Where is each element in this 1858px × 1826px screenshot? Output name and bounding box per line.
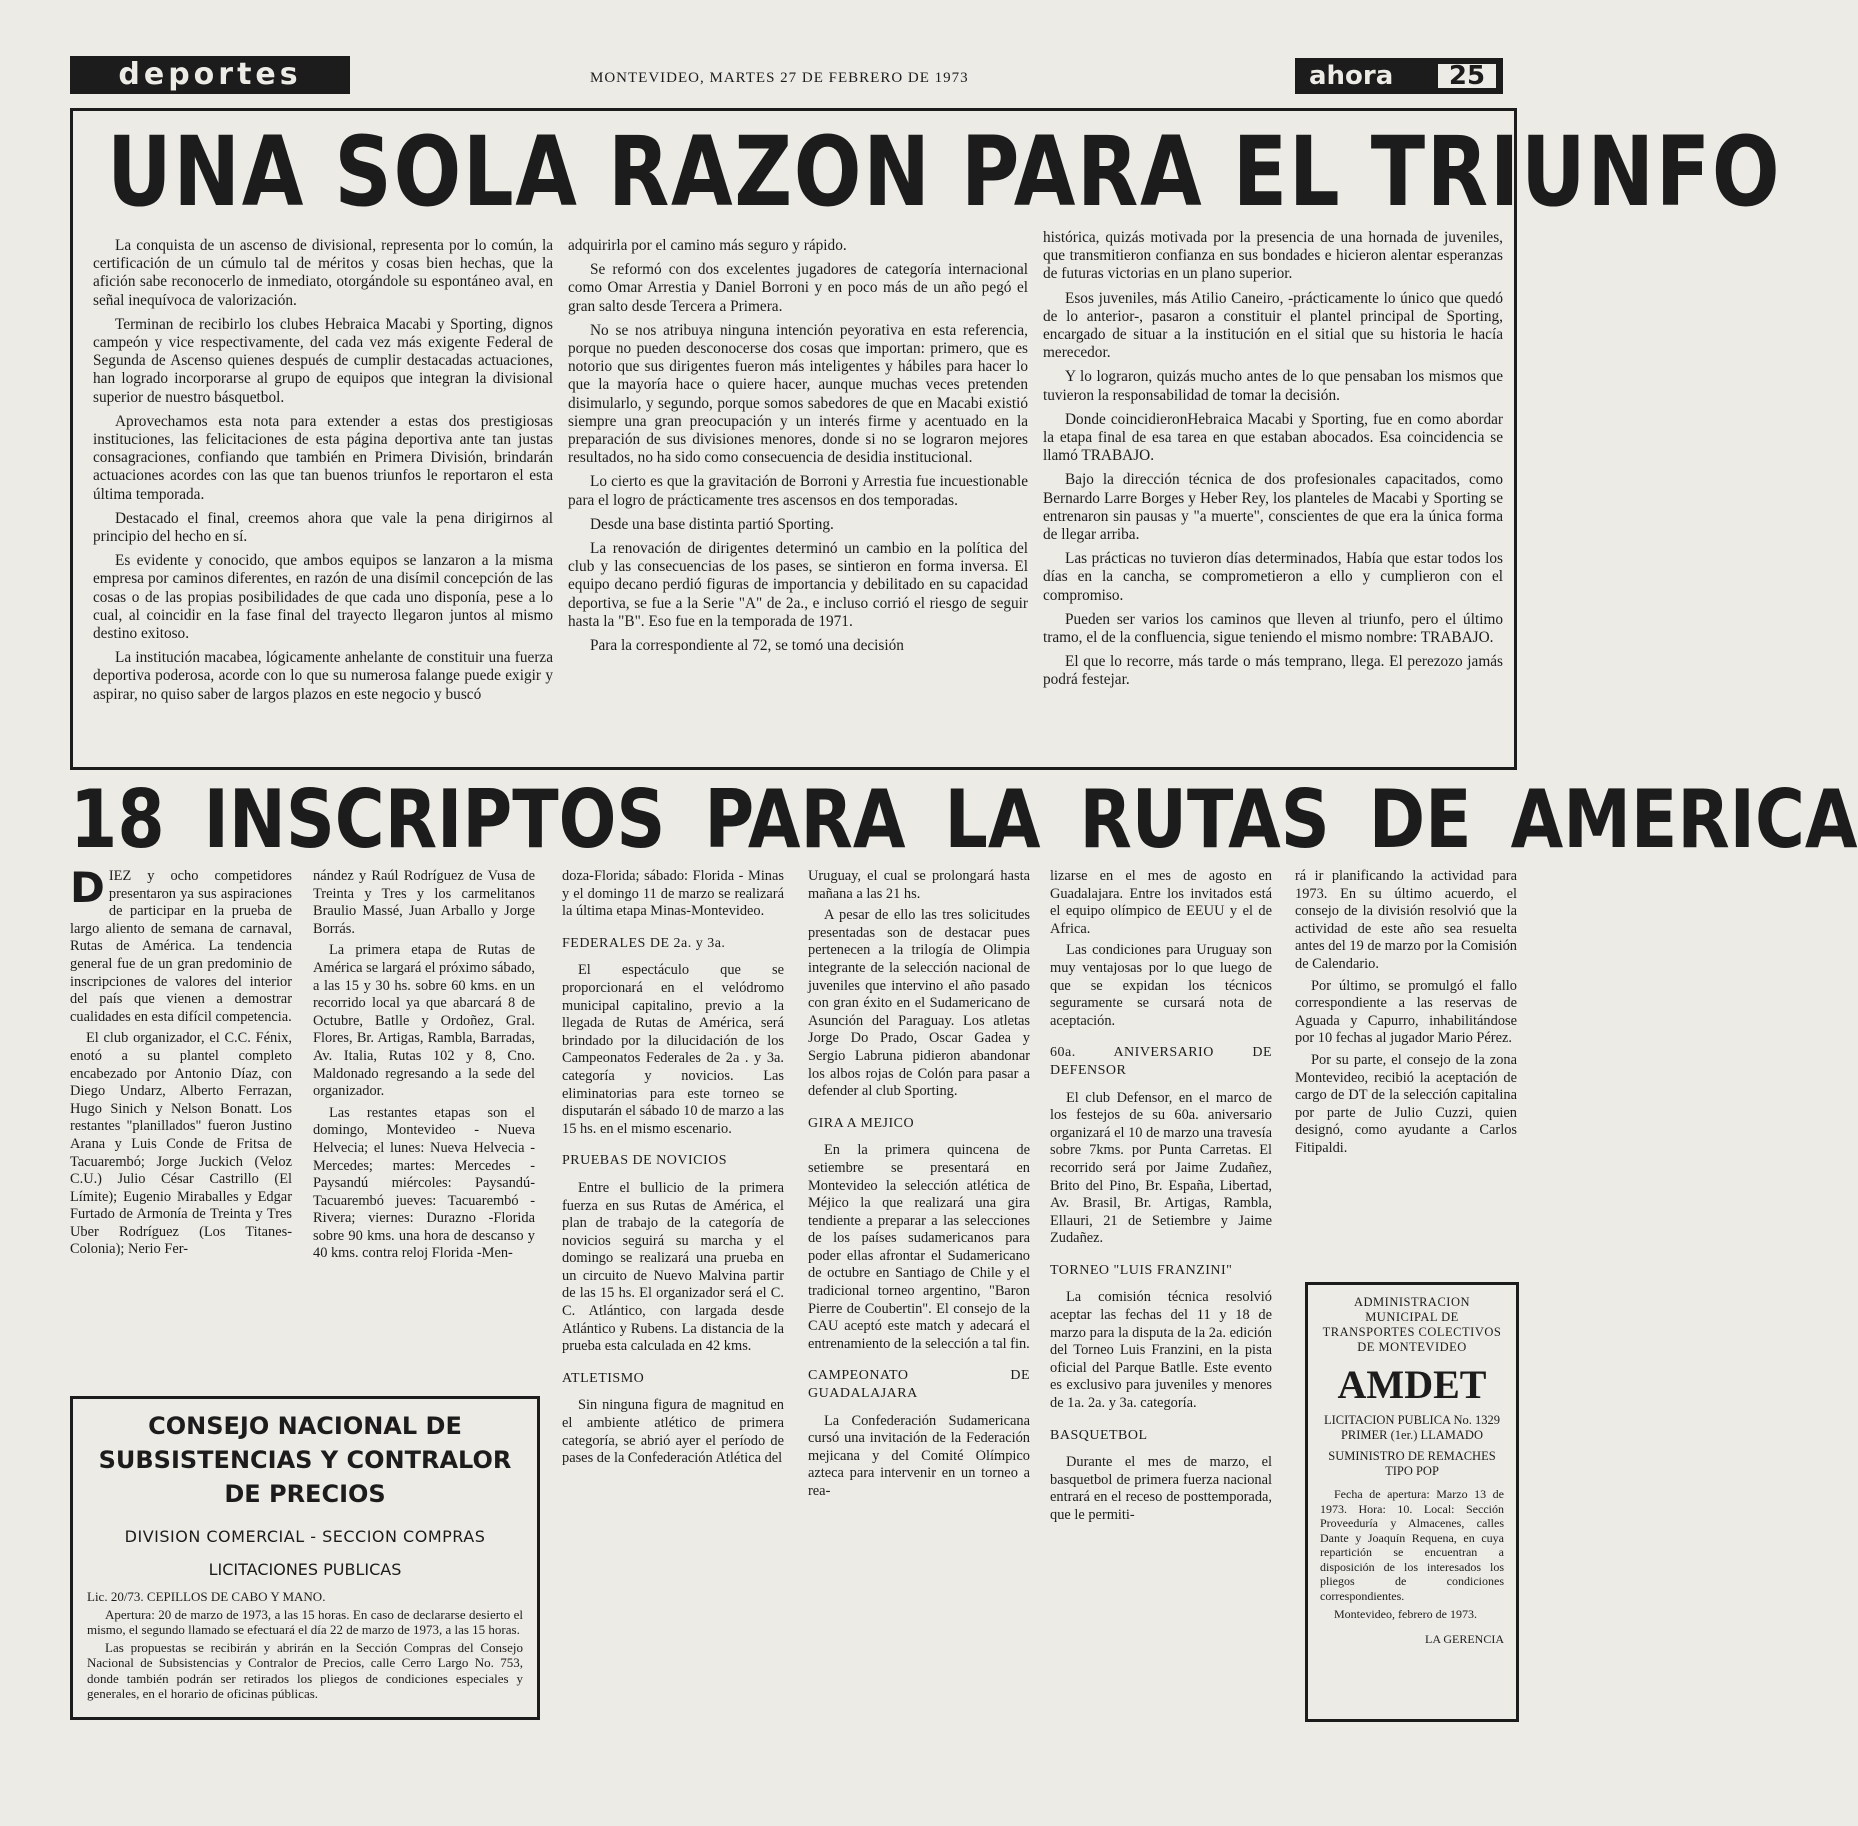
amdet-logo: AMDET xyxy=(1337,1362,1487,1407)
page-number: 25 xyxy=(1435,61,1499,91)
dateline: MONTEVIDEO, MARTES 27 DE FEBRERO DE 1973 xyxy=(590,70,969,86)
paragraph: nández y Raúl Rodríguez de Vusa de Treinta y Tres y los carmelitanos Braulio Massé, Juan Arballo y Jorge Borrás. xyxy=(313,868,535,937)
paragraph xyxy=(70,863,292,1026)
paragraph: La comisión técnica resolvió aceptar las fechas del 11 y 18 de marzo para la disputa de la 2a. edición del Torneo Luis Franzini, en la pista oficial del Parque Batlle. Este evento es exclusivo para juveniles y menores de 1a. 2a. y 3a. categoría. xyxy=(1050,1289,1272,1412)
paragraph: A pesar de ello las tres solicitudes presentadas son de destacar pues pertenecen a la trilogía de Olimpia integrante de la selección nacional de juveniles que intervino el año pasado con gran éxito en el Sudamericano de Asunción del Paraguay. Los atletas Jorge Do Prado, Oscar Gadea y Sergio Labruna pidieron abandonar los albos rojas de Colón para pasar a defender al club Sporting. xyxy=(808,907,1030,1100)
paragraph: lizarse en el mes de agosto en Guadalajara. Entre los invitados está el equipo olímpico de EEUU y el de Africa. xyxy=(1050,868,1272,937)
ad-lic: LICITACION PUBLICA No. 1329 PRIMER (1er.) LLAMADO xyxy=(1323,1413,1501,1442)
article-column xyxy=(1050,868,1272,1698)
article-column xyxy=(562,868,784,1698)
ad-suministro: SUMINISTRO DE REMACHES TIPO POP xyxy=(1328,1449,1496,1478)
paragraph: Donde coincidieronHebraica Macabi y Sporting, fue en como abordar la etapa final de esa tarea en que estaban abocados. Esa coincidencia se llamó TRABAJO. xyxy=(1043,410,1503,465)
paragraph: Desde una base distinta partió Sporting. xyxy=(590,515,834,533)
article-column xyxy=(1295,868,1517,1268)
ad-body xyxy=(87,1589,523,1702)
paragraph: Entre el bullicio de la primera fuerza en sus Rutas de América, el plan de trabajo de la categoría de novicios seguirá su marcha y el domingo se realizará una prueba en un circuito de Nuevo Malvina partir de las 15 hs. El organizador será el C. C. Atlántico, con largada desde Atlántico y Rubens. La distancia de la prueba esta calculada en 42 kms. xyxy=(562,1179,784,1355)
paragraph: Aprovechamos esta nota para extender a estas dos prestigiosas instituciones, las felicitaciones de esta página deportiva ante tan justas consagraciones, confiando que también en Primera División, brindarán actuaciones acordes con las que tan buenos triunfos le reportaron el esta última temporada. xyxy=(93,412,553,503)
ad-body xyxy=(1320,1487,1504,1622)
paragraph: Sin ninguna figura de magnitud en el ambiente atlético de primera categoría, se abrió ayer el período de pases de la Confederación Atlética del xyxy=(562,1397,784,1467)
subheading: CAMPEONATO DE GUADALAJARA xyxy=(808,1368,1030,1402)
subheading: PRUEBAS DE NOVICIOS xyxy=(562,1153,728,1169)
article-column xyxy=(568,237,1028,757)
article-column xyxy=(808,868,1030,1698)
paragraph: Pueden ser varios los caminos que lleven al triunfo, pero el último tramo, el de la confluencia, sigue teniendo el mismo nombre: TRABAJO. xyxy=(1043,610,1503,647)
paragraph: No se nos atribuya ninguna intención peyorativa en esta referencia, porque no pueden desconocerse dos cosas que importan: primero, que es notorio que sus dirigentes fueron más inteligentes y hábiles para hacer lo que la mayoría hace o quiere hacer, aunque muchas veces pretenden disimularlo, y segundo, porque somos sabedores de que en Macabi existió siempre una gran preocupación y un interés firme y acentuado en la preparación de sus divisiones menores, donde si no se lograron mejores resultados, no ha sido como consecuencia de desidia institucional. xyxy=(568,321,1028,467)
ad-title: SUBSISTENCIAS Y CONTRALOR xyxy=(98,1446,512,1474)
paragraph: La renovación de dirigentes determinó un cambio en la política del club y las consecuencias de los pases, se sintieron en forma inversa. El equipo decano perdió figuras de importancia y debilitado en su capacidad deportiva, se fue a la Serie "A" de 2a., e incluso corrió el riesgo de seguir hasta la "B". Eso fue en la temporada de 1971. xyxy=(568,540,1028,630)
headline: 18 INSCRIPTOS PARA LA RUTAS DE AMERICA xyxy=(70,773,1858,866)
paragraph: Y lo lograron, quizás mucho antes de lo que pensaban los mismos que tuvieron la responsabilidad de tomar la decisión. xyxy=(1043,368,1503,404)
paragraph: El que lo recorre, más tarde o más temprano, llega. El perezozo jamás podrá festejar. xyxy=(1043,653,1503,689)
subheading: ATLETISMO xyxy=(562,1370,645,1386)
section-tag: deportes xyxy=(70,56,350,94)
ad-licitaciones: LICITACIONES PUBLICAS xyxy=(208,1560,402,1579)
paragraph: El club Defensor, en el marco de los festejos de su 60a. aniversario organizará el 10 de marzo una travesía sobre 7kms. por Punta Carretas. El recorrido será por Jaime Zudañez, Brito del Pino, Br. España, Libertad, Av. Brasil, Br. Artigas, Rambla, Ellauri, 21 de Setiembre y Jaime Zudañez. xyxy=(1050,1089,1272,1247)
masthead xyxy=(70,56,1520,98)
subheading: 60a. ANIVERSARIO DE DEFENSOR xyxy=(1050,1045,1272,1078)
paragraph: histórica, quizás motivada por la presencia de una hornada de juveniles, que transmitieron confianza en sus bondades e hicieron alentar esperanzas de futuras victorias en un plano superior. xyxy=(1043,229,1503,283)
article-column xyxy=(70,863,292,1396)
article-column xyxy=(93,237,553,757)
ad-title: CONSEJO NACIONAL DE xyxy=(148,1412,462,1440)
ad-lic: Lic. 20/73. CEPILLOS DE CABO Y MANO. xyxy=(87,1589,326,1604)
ad-apertura: Apertura: 20 de marzo de 1973, a las 15 horas. En caso de declararse desierto el mismo, el segundo llamado se efectuará el día 22 de marzo de 1973, a las 15 horas. xyxy=(87,1606,523,1637)
paragraph: doza-Florida; sábado: Florida - Minas y el domingo 11 de marzo se realizará la última etapa Minas-Montevideo. xyxy=(562,868,784,920)
advertisement-consejo xyxy=(70,1396,540,1720)
ad-title: DE PRECIOS xyxy=(224,1480,386,1508)
advertisement-amdet xyxy=(1305,1282,1519,1722)
paragraph: La primera etapa de Rutas de América se largará el próximo sábado, a las 15 y 30 hs. sobre 60 kms. en un recorrido local ya que abarcará 8 de Octubre, Batlle y Ordoñez, Gral. Flores, Br. Artigas, Rambla, Barradas, Av. Italia, Rutas 102 y 8, Cno. Maldonado regresando a la sede del organizador. xyxy=(313,942,535,1100)
paragraph: Se reformó con dos excelentes jugadores de categoría internacional como Omar Arrestia y Daniel Borroni y en poco más de un año pegó el gran salto desde Tercera a Primera. xyxy=(568,261,1028,315)
paragraph: Destacado el final, creemos ahora que vale la pena dirigirnos al principio del hecho en sí. xyxy=(93,509,553,546)
paragraph: Las condiciones para Uruguay son muy ventajosas por lo que luego de que se expidan los técnicos seguramente se cursará nota de aceptación. xyxy=(1050,942,1272,1029)
paragraph: La Confederación Sudamericana cursó una invitación de la Federación mejicana y del Comité Olímpico azteca para intervenir en un torneo a rea- xyxy=(808,1412,1030,1499)
paragraph: Las prácticas no tuvieron días determinados, Había que estar todos los días en la cancha, se comprometieron a ello y cumplieron con el compromiso. xyxy=(1043,550,1503,604)
paragraph: Esos juveniles, más Atilio Caneiro, -prácticamente lo único que quedó de lo anterior-, pasaron a constituir el plantel principal de Sporting, encargado de situar a la institución en el sitial que su historia le hacía merecedor. xyxy=(1043,289,1503,362)
ad-division: DIVISION COMERCIAL - SECCION COMPRAS xyxy=(124,1527,486,1546)
newspaper-name: ahora xyxy=(1295,58,1503,94)
paragraph: Terminan de recibirlo los clubes Hebraica Macabi y Sporting, dignos campeón y vice respectivamente, del cada vez más exigente Federal de Segunda de Ascenso quienes después de cumplir destacadas actuaciones, han logrado incorporarse al grupo de equipos que integran la divisional superior de nuestro básquetbol. xyxy=(93,315,553,406)
subheading: BASQUETBOL xyxy=(1050,1427,1148,1443)
ad-date: Montevideo, febrero de 1973. xyxy=(1334,1607,1477,1621)
subheading: TORNEO "LUIS FRANZINI" xyxy=(1050,1262,1233,1278)
ad-text: Fecha de apertura: Marzo 13 de 1973. Hora: 10. Local: Sección Proveeduría y Almacenes, calles Dante y Joaquín Requena, en cuya repartición se encuentran a disposición de los interesados los pliegos de condiciones correspondientes. xyxy=(1320,1487,1504,1603)
article-column xyxy=(313,868,535,1396)
paragraph: Bajo la dirección técnica de dos profesionales capacitados, como Bernardo Larre Borges y Heber Rey, los planteles de Macabi y Sporting se entrenaron sin pausas y "a muerte", conscientes de que era la única forma de llegar arriba. xyxy=(1043,471,1503,544)
article-column xyxy=(1043,229,1503,749)
paragraph: Uruguay, el cual se prolongará hasta mañana a las 21 hs. xyxy=(808,868,1030,902)
paragraph: Para la correspondiente al 72, se tomó una decisión xyxy=(590,637,904,655)
ad-signature: LA GERENCIA xyxy=(1425,1631,1504,1646)
ad-propuestas: Las propuestas se recibirán y abrirán en la Sección Compras del Consejo Nacional de Subsistencias y Contralor de Precios, calle Cerro Largo No. 753, donde también podrán ser retirados los pliegos de condiciones especiales y generales, en el horario de oficinas públicas. xyxy=(87,1639,523,1701)
paragraph: Es evidente y conocido, que ambos equipos se lanzaron a la misma empresa por caminos diferentes, en razón de una disímil concepción de las cosas o de las propias posibilidades de que cada uno disponía, pese a lo cual, al coincidir en la fase final del trayecto llegaron juntos al mismo destino exitoso. xyxy=(93,552,553,643)
paragraph: Por su parte, el consejo de la zona Montevideo, recibió la aceptación de cargo de DT de la selección capitalina por parte de Julio Cuzzi, quien designó, como ayudante a Carlos Fitipaldi. xyxy=(1295,1051,1517,1156)
headline: UNA SOLA RAZON PARA EL TRIUNFO xyxy=(107,116,1782,228)
paragraph: La institución macabea, lógicamente anhelante de constituir una fuerza deportiva poderosa, acorde con lo que su numerosa falange puede exigir y aspirar, no quiso saber de largos plazos en este negocio y buscó xyxy=(93,649,553,703)
paragraph-text: IEZ y ocho competidores presentaron ya sus aspiraciones de participar en la prueba de largo aliento de semana de carnaval, Rutas de América. La tendencia general fue de un gran predominio de inscripciones de valores del interior del país que vienen a demostrar cualidades en esta difícil competencia. xyxy=(70,868,292,1025)
paragraph: rá ir planificando la actividad para 1973. En su último acuerdo, el consejo de la división resolvió que la actividad de este año sea resuelta antes del 19 de marzo por la Comisión de Calendario. xyxy=(1295,868,1517,972)
paragraph: La conquista de un ascenso de divisional, representa por lo común, la certificación de un cúmulo tal de méritos y cosas bien hechas, que la afición sabe reconocerlo de inmediato, otorgándole su espontáneo aval, en señal inequívoca de valorización. xyxy=(93,237,553,309)
subheading: FEDERALES DE 2a. y 3a. xyxy=(562,935,726,951)
paragraph: En la primera quincena de setiembre se presentará en Montevideo la selección atlética de Méjico la que realizará una gira tendiente a preparar a las selecciones de los países sudamericanos para poder ellas afrontar el Sudamericano de octubre en Santiago de Chile y el tradicional torneo argentino, "Baron Pierre de Coubertin". El consejo de la CAU aceptó este match y adecará el entrenamiento de la selección a tal fin. xyxy=(808,1142,1030,1352)
story-box xyxy=(70,108,1782,770)
drop-cap: D xyxy=(70,863,105,912)
paragraph: Durante el mes de marzo, el basquetbol de primera fuerza nacional entrará en el receso de posttemporada, que le permiti- xyxy=(1050,1454,1272,1523)
paragraph: adquirirla por el camino más seguro y rápido. xyxy=(568,237,847,254)
ad-org: ADMINISTRACION MUNICIPAL DE TRANSPORTES COLECTIVOS DE MONTEVIDEO xyxy=(1322,1295,1502,1354)
paragraph: El club organizador, el C.C. Fénix, enotó a su plantel completo encabezado por Antonio Díaz, con Diego Undarz, Alberto Ferrazan, Hugo Sinich y Nelson Bonatt. Los restantes "planillados" fueron Justino Arana y Luis Conde de Fritsa de Tacuarembó; Jorge Juckich (Veloz C.U.) Julio César Castrillo (El Límite); Eugenio Miraballes y Edgar Furtado de Armonía de Treinta y Tres Uber Rodríguez (Los Titanes-Colonia); Nerio Fer- xyxy=(70,1030,292,1258)
paragraph: El espectáculo que se proporcionará en el velódromo municipal capitalino, previo a la llegada de Rutas de América, será brindado por la dilucidación de los Campeonatos Federales de 2a . y 3a. categoría y novicios. Las eliminatorias para este torneo se disputarán el sábado 10 de marzo a las 15 hs. en el mismo escenario. xyxy=(562,962,784,1137)
paragraph: Las restantes etapas son el domingo, Montevideo - Nueva Helvecia; el lunes: Nueva Helvecia - Mercedes; martes: Mercedes - Paysandú miércoles: Paysandú-Tacuarembó jueves: Tacuarembó - Rivera; viernes: Durazno -Florida sobre 90 kms. una hora de descanso y 40 kms. contra reloj Florida -Men- xyxy=(313,1104,535,1262)
paragraph: Por último, se promulgó el fallo correspondiente a las reservas de Aguada y Capurro, inhabilitándose por 10 fechas al jugador Mario Pérez. xyxy=(1295,977,1517,1047)
paragraph: Lo cierto es que la gravitación de Borroni y Arrestia fue incuestionable para el logro de prácticamente tres ascensos en dos temporadas. xyxy=(568,473,1028,509)
subheading: GIRA A MEJICO xyxy=(808,1115,915,1131)
